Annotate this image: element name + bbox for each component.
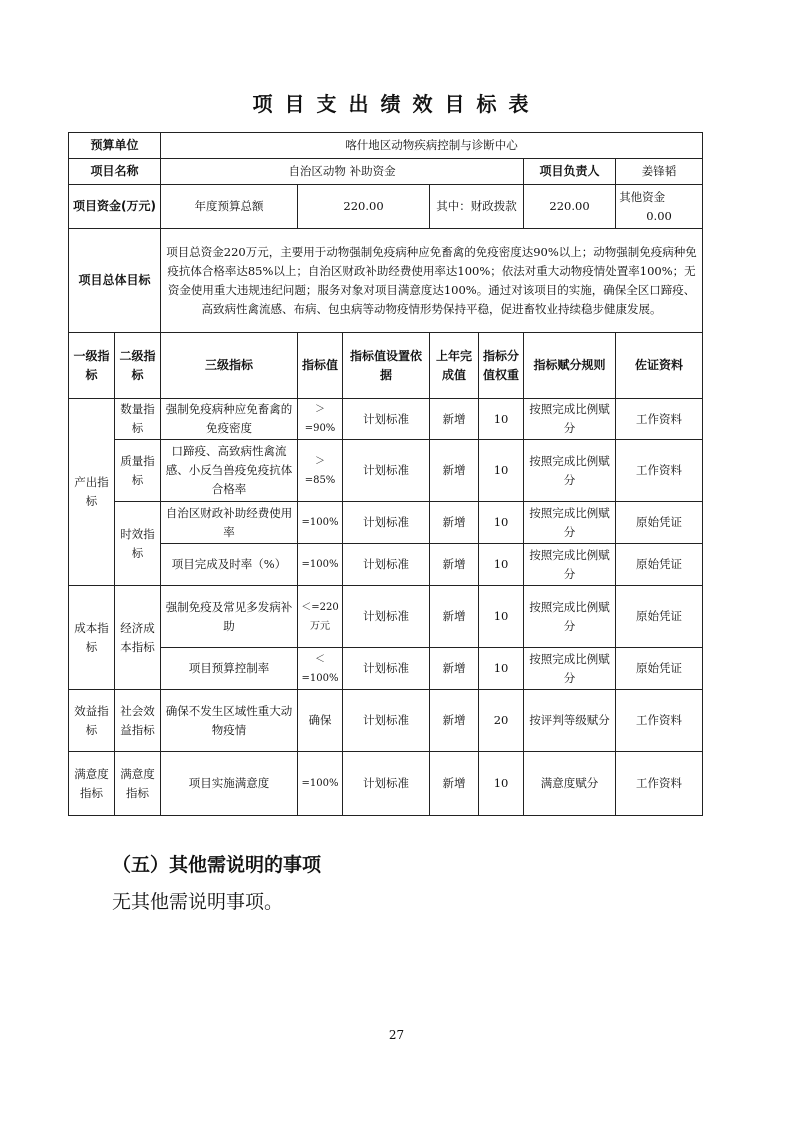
- subgroup-social: 社会效益指标: [115, 690, 161, 752]
- indicator-prev: 新增: [430, 399, 479, 440]
- page-title: 项目支出绩效目标表: [252, 92, 541, 116]
- indicator-value: ＞=85%: [298, 440, 343, 502]
- subgroup-quality: 质量指标: [115, 440, 161, 502]
- indicator-evidence: 原始凭证: [616, 586, 703, 648]
- indicator-prev: 新增: [430, 752, 479, 816]
- table-row: [69, 648, 703, 690]
- indicator-name: 项目完成及时率（%）: [161, 544, 298, 586]
- funds-label: 项目资金(万元): [69, 185, 161, 229]
- indicator-weight: 10: [479, 648, 524, 690]
- indicator-weight: 10: [479, 586, 524, 648]
- indicator-evidence: 工作资料: [616, 752, 703, 816]
- indicator-basis: 计划标准: [343, 544, 430, 586]
- header-evidence: 佐证资料: [616, 333, 703, 399]
- table-row: [69, 440, 703, 502]
- indicator-prev: 新增: [430, 690, 479, 752]
- indicator-rule: 按照完成比例赋分: [524, 648, 616, 690]
- other-funds-value: 0.00: [646, 208, 672, 223]
- indicator-evidence: 工作资料: [616, 690, 703, 752]
- indicator-name: 强制免疫及常见多发病补助: [161, 586, 298, 648]
- indicator-evidence: 原始凭证: [616, 648, 703, 690]
- indicator-value: ＜=100%: [298, 648, 343, 690]
- other-funds-cell: [616, 185, 703, 229]
- other-funds-label: 其他资金: [619, 189, 666, 204]
- budget-unit-label: 预算单位: [69, 133, 161, 159]
- table-row: [69, 690, 703, 752]
- section-text: 无其他需说明事项。: [112, 891, 284, 913]
- indicator-basis: 计划标准: [343, 752, 430, 816]
- budget-unit-value: 喀什地区动物疾病控制与诊断中心: [161, 133, 703, 159]
- indicator-name: 自治区财政补助经费使用率: [161, 502, 298, 544]
- indicator-value: ＞=90%: [298, 399, 343, 440]
- indicator-weight: 10: [479, 440, 524, 502]
- indicator-evidence: 工作资料: [616, 399, 703, 440]
- goal-text: 项目总资金220万元，主要用于动物强制免疫病种应免畜禽的免疫密度达90%以上；动物强制免疫病种免疫抗体合格率达85%以上；自治区财政补助经费使用率达100%；依法对重大动物疫情处置率100%；无资金使用重大违规违纪问题；服务对象对项目满意度达100%。通过对该项目的实施，确保全区口蹄疫、高致病性禽流感、布病、包虫病等动物疫情形势保持平稳，促进畜牧业持续稳步健康发展。: [161, 229, 703, 333]
- header-prev: 上年完成值: [430, 333, 479, 399]
- table-row: [69, 752, 703, 816]
- subgroup-satisfaction: 满意度指标: [115, 752, 161, 816]
- header-value: 指标值: [298, 333, 343, 399]
- table-row: [69, 502, 703, 544]
- project-name-value: 自治区动物 补助资金: [161, 159, 524, 185]
- indicator-prev: 新增: [430, 648, 479, 690]
- indicator-prev: 新增: [430, 586, 479, 648]
- group-output: 产出指标: [69, 399, 115, 586]
- performance-target-table: [68, 132, 703, 816]
- table-row: [69, 399, 703, 440]
- subgroup-timeliness: 时效指标: [115, 502, 161, 586]
- indicator-evidence: 工作资料: [616, 440, 703, 502]
- indicator-name: 强制免疫病种应免畜禽的免疫密度: [161, 399, 298, 440]
- subgroup-quantity: 数量指标: [115, 399, 161, 440]
- indicator-value: 确保: [298, 690, 343, 752]
- indicator-name: 项目实施满意度: [161, 752, 298, 816]
- indicator-rule: 满意度赋分: [524, 752, 616, 816]
- fiscal-value: 220.00: [524, 185, 616, 229]
- indicator-weight: 20: [479, 690, 524, 752]
- indicator-basis: 计划标准: [343, 502, 430, 544]
- group-cost: 成本指标: [69, 586, 115, 690]
- indicator-name: 项目预算控制率: [161, 648, 298, 690]
- indicator-basis: 计划标准: [343, 690, 430, 752]
- indicator-rule: 按照完成比例赋分: [524, 502, 616, 544]
- table-row: [69, 586, 703, 648]
- indicator-prev: 新增: [430, 502, 479, 544]
- indicator-prev: 新增: [430, 440, 479, 502]
- section-heading: （五）其他需说明的事项: [112, 854, 322, 876]
- fiscal-label: 其中：财政拨款: [430, 185, 524, 229]
- indicator-value: =100%: [298, 502, 343, 544]
- indicator-rule: 按照完成比例赋分: [524, 586, 616, 648]
- indicator-value: =100%: [298, 544, 343, 586]
- annual-budget-value: 220.00: [298, 185, 430, 229]
- group-satisfaction: 满意度指标: [69, 752, 115, 816]
- project-name-label: 项目名称: [69, 159, 161, 185]
- indicator-rule: 按照完成比例赋分: [524, 440, 616, 502]
- manager-label: 项目负责人: [524, 159, 616, 185]
- indicator-evidence: 原始凭证: [616, 544, 703, 586]
- annual-budget-label: 年度预算总额: [161, 185, 298, 229]
- header-level3: 三级指标: [161, 333, 298, 399]
- indicator-basis: 计划标准: [343, 648, 430, 690]
- header-level1: 一级指标: [69, 333, 115, 399]
- goal-label: 项目总体目标: [69, 229, 161, 333]
- indicator-rule: 按评判等级赋分: [524, 690, 616, 752]
- header-rule: 指标赋分规则: [524, 333, 616, 399]
- indicator-basis: 计划标准: [343, 440, 430, 502]
- indicator-rule: 按照完成比例赋分: [524, 399, 616, 440]
- indicator-basis: 计划标准: [343, 586, 430, 648]
- header-basis: 指标值设置依据: [343, 333, 430, 399]
- indicator-value: =100%: [298, 752, 343, 816]
- indicator-prev: 新增: [430, 544, 479, 586]
- indicator-name: 确保不发生区域性重大动物疫情: [161, 690, 298, 752]
- header-level2: 二级指标: [115, 333, 161, 399]
- indicator-weight: 10: [479, 502, 524, 544]
- header-weight: 指标分值权重: [479, 333, 524, 399]
- page-number: 27: [388, 1028, 405, 1042]
- indicator-weight: 10: [479, 752, 524, 816]
- indicator-value: ＜=220万元: [298, 586, 343, 648]
- group-benefit: 效益指标: [69, 690, 115, 752]
- indicator-weight: 10: [479, 399, 524, 440]
- indicator-weight: 10: [479, 544, 524, 586]
- indicator-evidence: 原始凭证: [616, 502, 703, 544]
- indicator-basis: 计划标准: [343, 399, 430, 440]
- indicator-rule: 按照完成比例赋分: [524, 544, 616, 586]
- manager-value: 姜锋韬: [616, 159, 703, 185]
- table-row: [69, 544, 703, 586]
- indicator-name: 口蹄疫、高致病性禽流感、小反刍兽疫免疫抗体合格率: [161, 440, 298, 502]
- subgroup-economic: 经济成本指标: [115, 586, 161, 690]
